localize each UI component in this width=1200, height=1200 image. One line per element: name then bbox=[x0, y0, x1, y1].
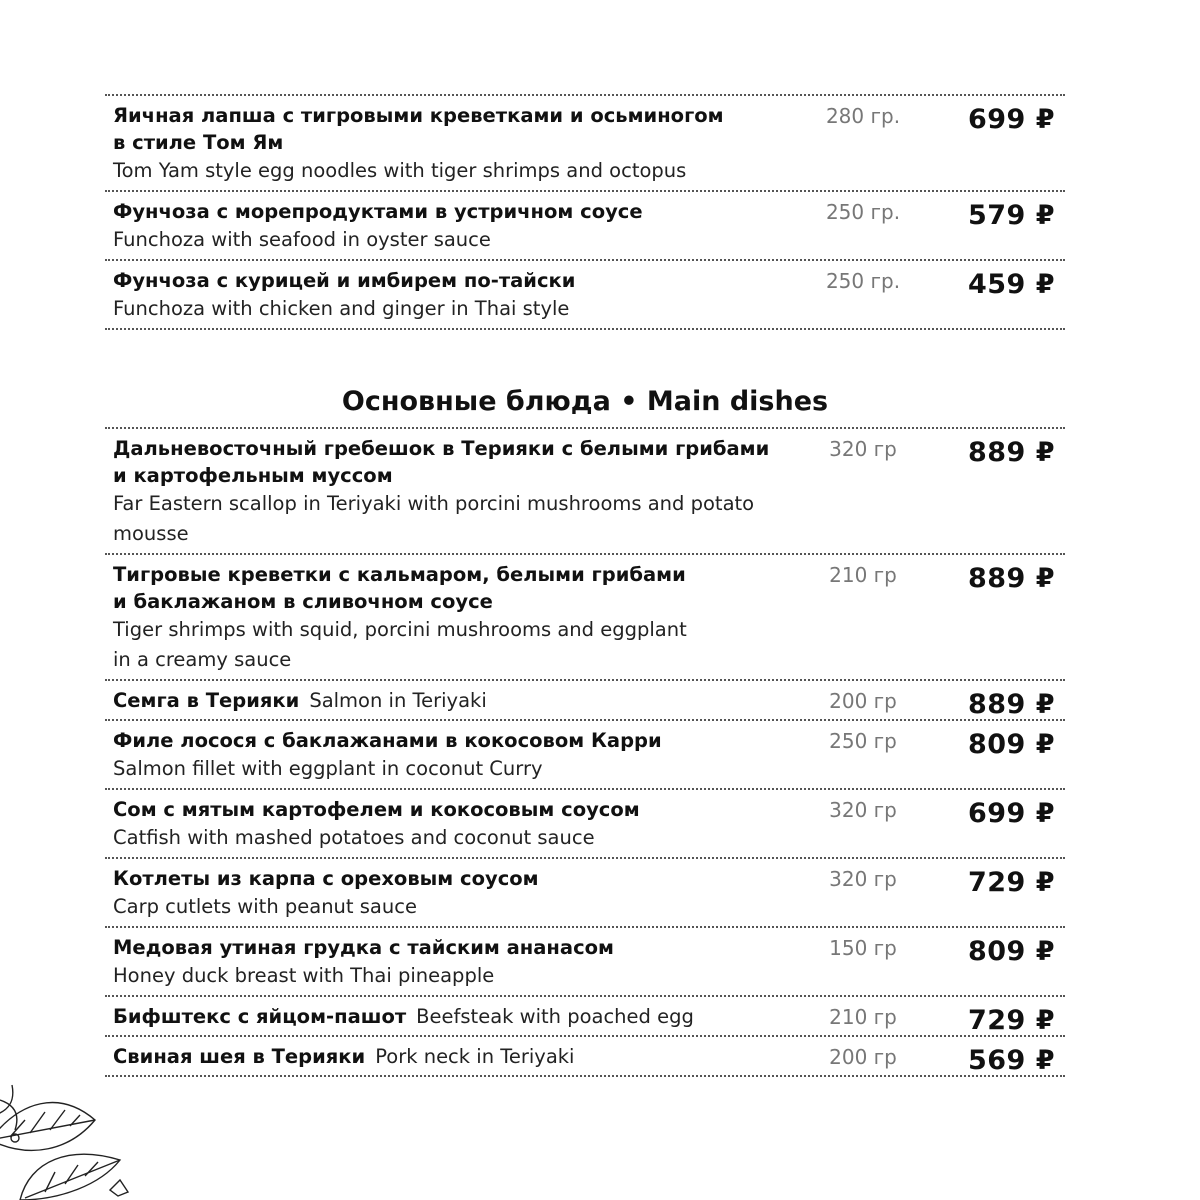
dish-name-en: Catfish with mashed potatoes and coconut sauce bbox=[113, 826, 595, 849]
dish-name-en: Salmon fillet with eggplant in coconut Curry bbox=[113, 757, 543, 780]
dish-weight: 320 гр bbox=[829, 867, 897, 891]
menu-item bbox=[105, 681, 1065, 719]
dish-weight: 250 гр bbox=[829, 729, 897, 753]
dish-name-ru: Филе лосося с баклажанами в кокосовом Карри bbox=[113, 729, 662, 752]
dish-name-en: Tom Yam style egg noodles with tiger shrimps and octopus bbox=[113, 159, 687, 182]
dish-name-ru-inline bbox=[113, 1043, 803, 1070]
dish-price: 459 ₽ bbox=[967, 269, 1055, 300]
dish-weight: 150 гр bbox=[829, 936, 897, 960]
dish-name-ru: Котлеты из карпа с ореховым соусом bbox=[113, 867, 539, 890]
dish-price: 579 ₽ bbox=[967, 200, 1055, 231]
menu-item bbox=[105, 721, 1065, 788]
dish-name-ru: Свиная шея в Терияки bbox=[113, 1045, 366, 1068]
menu-item bbox=[105, 429, 1065, 553]
dish-name-en: Funchoza with chicken and ginger in Thai style bbox=[113, 297, 570, 320]
dish-weight: 280 гр. bbox=[825, 104, 901, 128]
dish-name-en: Carp cutlets with peanut sauce bbox=[113, 895, 417, 918]
dish-name-ru: Сом с мятым картофелем и кокосовым соусом bbox=[113, 798, 640, 821]
dish-name-ru: Тигровые креветки с кальмаром, белыми грибами и баклажаном в сливочном соусе bbox=[113, 563, 686, 613]
dish-weight: 200 гр bbox=[829, 689, 897, 713]
dish-price: 809 ₽ bbox=[967, 936, 1055, 967]
leaf-ornament-icon bbox=[0, 1080, 150, 1200]
dish-name-en: Pork neck in Teriyaki bbox=[375, 1045, 575, 1068]
dish-name-en: Honey duck breast with Thai pineapple bbox=[113, 964, 495, 987]
menu-item bbox=[105, 1037, 1065, 1075]
dish-name-en: Beefsteak with poached egg bbox=[416, 1005, 694, 1028]
dish-price: 729 ₽ bbox=[967, 867, 1055, 898]
dish-weight: 320 гр bbox=[829, 437, 897, 461]
dish-name-en: Salmon in Teriyaki bbox=[309, 689, 487, 712]
dish-name-ru-inline bbox=[113, 1003, 803, 1030]
dish-name-ru: Медовая утиная грудка с тайским ананасом bbox=[113, 936, 614, 959]
menu-item bbox=[105, 192, 1065, 259]
dish-name-ru: Яичная лапша с тигровыми креветками и осьминогом в стиле Том Ям bbox=[113, 104, 724, 154]
dish-name-ru: Фунчоза с морепродуктами в устричном соусе bbox=[113, 200, 643, 223]
menu-item bbox=[105, 96, 1065, 190]
dish-price: 699 ₽ bbox=[967, 798, 1055, 829]
dish-weight: 320 гр bbox=[829, 798, 897, 822]
dish-price: 729 ₽ bbox=[967, 1005, 1055, 1036]
menu-item bbox=[105, 928, 1065, 995]
dish-name-en: Tiger shrimps with squid, porcini mushrooms and eggplant in a creamy sauce bbox=[113, 618, 687, 671]
dish-price: 889 ₽ bbox=[967, 437, 1055, 468]
dish-weight: 200 гр bbox=[829, 1045, 897, 1069]
menu-item bbox=[105, 790, 1065, 857]
dish-weight: 210 гр bbox=[829, 1005, 897, 1029]
dish-name-en: Funchoza with seafood in oyster sauce bbox=[113, 228, 491, 251]
dish-name-ru: Семга в Терияки bbox=[113, 689, 300, 712]
dish-name-en: Far Eastern scallop in Teriyaki with porcini mushrooms and potato mousse bbox=[113, 492, 755, 545]
menu-item bbox=[105, 261, 1065, 328]
dish-name-ru-inline bbox=[113, 687, 803, 714]
dish-weight: 250 гр. bbox=[825, 269, 901, 293]
dish-price: 889 ₽ bbox=[967, 563, 1055, 594]
dish-price: 699 ₽ bbox=[967, 104, 1055, 135]
dish-price: 809 ₽ bbox=[967, 729, 1055, 760]
main-dishes-section bbox=[105, 383, 1065, 1077]
menu-item bbox=[105, 859, 1065, 926]
section-title: Основные блюда • Main dishes bbox=[341, 386, 829, 417]
separator bbox=[105, 328, 1065, 330]
dish-price: 889 ₽ bbox=[967, 689, 1055, 720]
dish-price: 569 ₽ bbox=[967, 1045, 1055, 1076]
menu-item bbox=[105, 555, 1065, 679]
dish-name-ru: Дальневосточный гребешок в Терияки с белыми грибами и картофельным муссом bbox=[113, 437, 770, 487]
dish-weight: 210 гр bbox=[829, 563, 897, 587]
menu-item bbox=[105, 997, 1065, 1035]
noodles-section bbox=[105, 94, 1065, 330]
dish-name-ru: Бифштекс с яйцом-пашот bbox=[113, 1005, 407, 1028]
dish-name-ru: Фунчоза с курицей и имбирем по-тайски bbox=[113, 269, 576, 292]
separator bbox=[105, 1075, 1065, 1077]
dish-weight: 250 гр. bbox=[825, 200, 901, 224]
